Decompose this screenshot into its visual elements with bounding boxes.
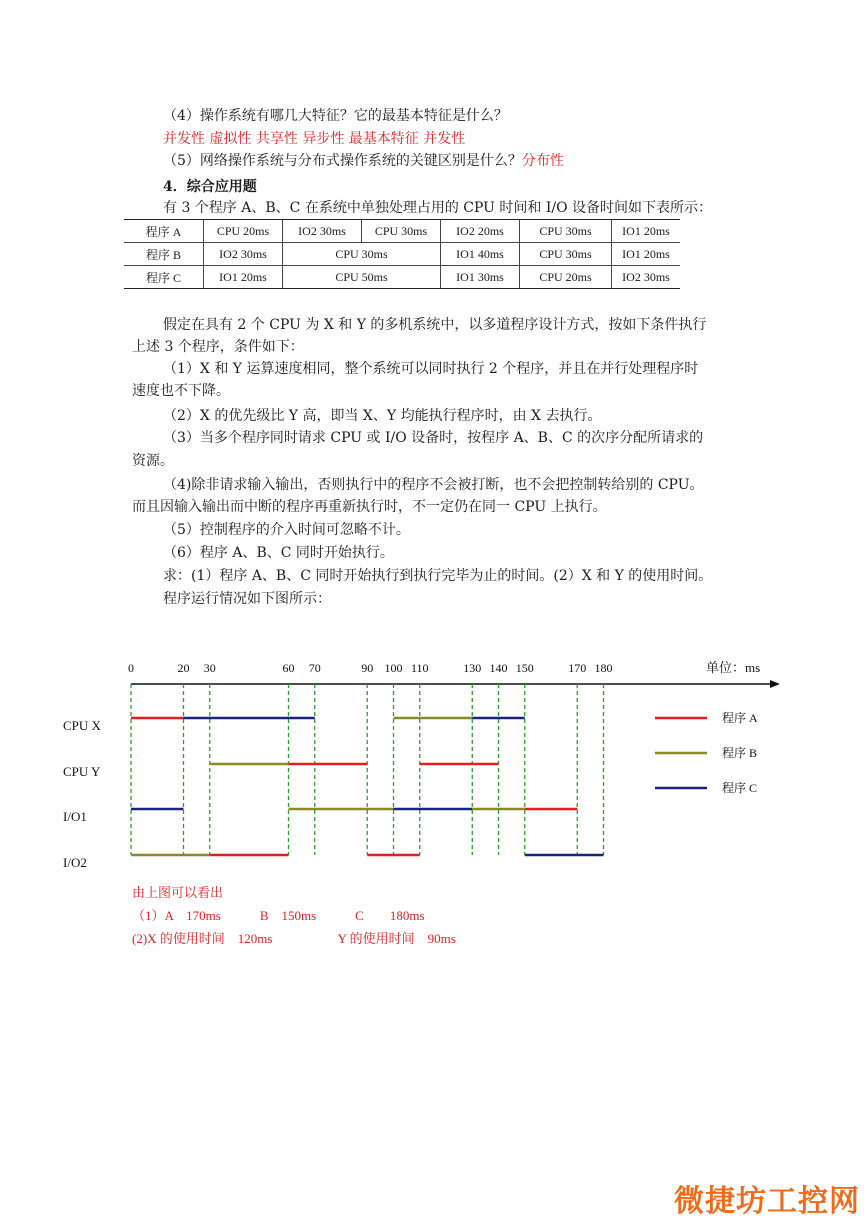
table-cell: CPU 20ms bbox=[204, 220, 283, 243]
row-label: I/O1 bbox=[63, 809, 87, 824]
cond-3a: （3）当多个程序同时请求 CPU 或 I/O 设备时，按程序 A、B、C 的次序分配所请求的 bbox=[163, 430, 704, 446]
question-5 bbox=[163, 151, 564, 171]
answer-line-2: (2)X 的使用时间 120ms Y 的使用时间 90ms bbox=[132, 931, 456, 946]
tick-label: 150 bbox=[515, 661, 534, 675]
question-5-text: （5）网络操作系统与分布式操作系统的关键区别是什么？ bbox=[163, 153, 522, 169]
unit-label: 单位：ms bbox=[706, 660, 761, 675]
cond-1b: 速度也不下降。 bbox=[132, 383, 230, 399]
table-cell: IO1 20ms bbox=[612, 220, 681, 243]
table-cell: IO1 20ms bbox=[612, 243, 681, 266]
tick-label: 110 bbox=[410, 661, 429, 675]
tick-label: 170 bbox=[568, 661, 587, 675]
program-table bbox=[124, 219, 680, 289]
tick-label: 60 bbox=[282, 661, 295, 675]
legend-label: 程序 A bbox=[722, 711, 758, 725]
table-row bbox=[124, 243, 680, 266]
legend-label: 程序 C bbox=[722, 781, 758, 795]
table-cell: IO2 30ms bbox=[204, 243, 283, 266]
tick-label: 100 bbox=[384, 661, 403, 675]
table-cell: CPU 30ms bbox=[520, 243, 612, 266]
table-row bbox=[124, 266, 680, 289]
row-label: I/O2 bbox=[63, 855, 87, 870]
para-1a: 假定在具有 2 个 CPU 为 X 和 Y 的多机系统中，以多道程序设计方式，按如下条件执行 bbox=[163, 317, 707, 333]
answer-4: 并发性 虚拟性 共享性 异步性 最基本特征 并发性 bbox=[163, 131, 466, 147]
tick-label: 0 bbox=[128, 661, 134, 675]
axis-arrow-icon bbox=[770, 680, 780, 688]
table-cell: CPU 30ms bbox=[362, 220, 441, 243]
para-1b: 上述 3 个程序，条件如下： bbox=[132, 339, 304, 355]
answer-lead: 由上图可以看出 bbox=[132, 885, 224, 900]
row-name: 程序 C bbox=[124, 266, 204, 289]
ask-text: 求：(1）程序 A、B、C 同时开始执行到执行完毕为止的时间。(2）X 和 Y 的使用时间。 bbox=[163, 568, 713, 584]
intro-text: 有 3 个程序 A、B、C 在系统中单独处理占用的 CPU 时间和 I/O 设备时间如下表所示： bbox=[163, 200, 713, 216]
section-title: 4．综合应用题 bbox=[163, 179, 257, 195]
row-name: 程序 B bbox=[124, 243, 204, 266]
table-cell: CPU 30ms bbox=[520, 220, 612, 243]
cond-2: （2）X 的优先级比 Y 高，即当 X、Y 均能执行程序时，由 X 去执行。 bbox=[163, 408, 602, 424]
site-watermark: 微捷坊工控网 bbox=[674, 1184, 860, 1219]
table-cell: IO2 30ms bbox=[283, 220, 362, 243]
table-cell: IO2 30ms bbox=[612, 266, 681, 289]
table-cell: IO1 20ms bbox=[204, 266, 283, 289]
cond-5: （5）控制程序的介入时间可忽略不计。 bbox=[163, 522, 410, 538]
question-4: （4）操作系统有哪几大特征？它的最基本特征是什么？ bbox=[163, 108, 508, 124]
row-label: CPU X bbox=[63, 718, 101, 733]
cond-3b: 资源。 bbox=[132, 453, 174, 469]
table-cell: CPU 30ms bbox=[283, 243, 441, 266]
tick-label: 180 bbox=[594, 661, 613, 675]
table-row bbox=[124, 220, 680, 243]
table-cell: CPU 20ms bbox=[520, 266, 612, 289]
tick-label: 20 bbox=[177, 661, 190, 675]
gantt-chart bbox=[0, 650, 868, 910]
cond-6: （6）程序 A、B、C 同时开始执行。 bbox=[163, 545, 394, 561]
tick-label: 30 bbox=[203, 661, 216, 675]
table-cell: IO2 20ms bbox=[441, 220, 520, 243]
tick-label: 70 bbox=[308, 661, 321, 675]
figure-caption: 程序运行情况如下图所示： bbox=[163, 591, 331, 607]
answer-line-1: （1）A 170ms B 150ms C 180ms bbox=[132, 908, 425, 923]
tick-label: 140 bbox=[489, 661, 508, 675]
tick-label: 90 bbox=[361, 661, 374, 675]
tick-label: 130 bbox=[463, 661, 482, 675]
table-cell: IO1 30ms bbox=[441, 266, 520, 289]
row-name: 程序 A bbox=[124, 220, 204, 243]
table-cell: CPU 50ms bbox=[283, 266, 441, 289]
cond-4b: 而且因输入输出而中断的程序再重新执行时，不一定仍在同一 CPU 上执行。 bbox=[132, 499, 607, 515]
legend-label: 程序 B bbox=[722, 746, 758, 760]
answer-5: 分布性 bbox=[521, 153, 564, 169]
cond-1a: （1）X 和 Y 运算速度相同，整个系统可以同时执行 2 个程序，并且在并行处理程序时 bbox=[163, 361, 699, 377]
cond-4a: （4)除非请求输入输出，否则执行中的程序不会被打断，也不会把控制转给别的 CPU。 bbox=[163, 477, 704, 493]
table-cell: IO1 40ms bbox=[441, 243, 520, 266]
row-label: CPU Y bbox=[63, 764, 101, 779]
